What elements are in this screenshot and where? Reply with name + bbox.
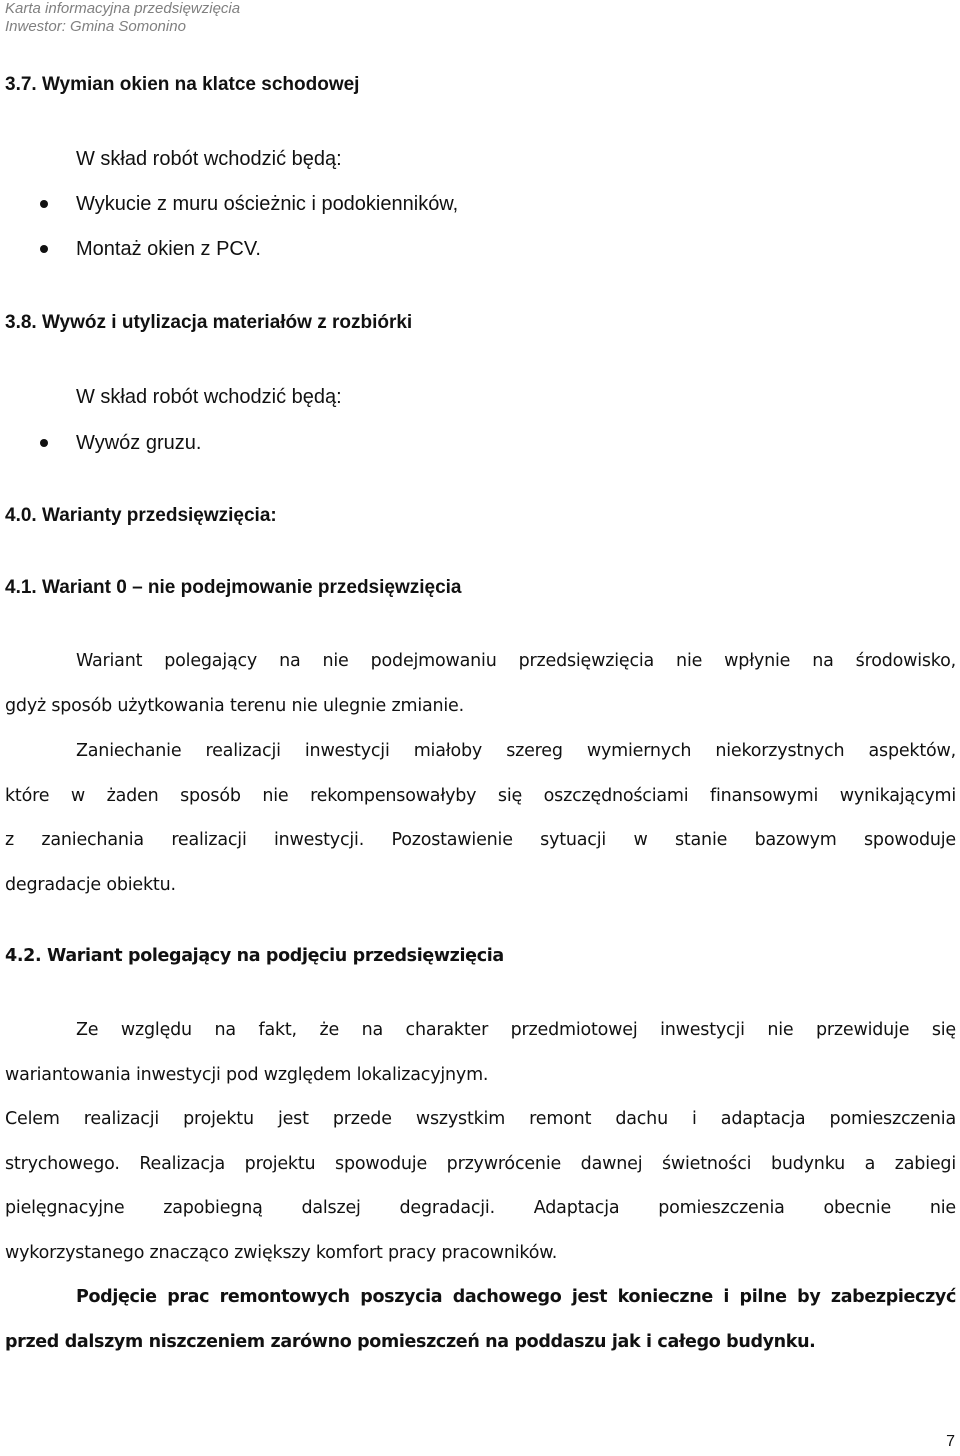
paragraph-line: Ze względu na fakt, że na charakter przedmiotowej inwestycji nie przewiduje się — [76, 1020, 956, 1040]
paragraph-line: z zaniechania realizacji inwestycji. Pozostawienie sytuacji w stanie bazowym spowoduje — [5, 830, 956, 850]
paragraph-line: Zaniechanie realizacji inwestycji miałoby szereg wymiernych niekorzystnych aspektów, — [76, 741, 956, 761]
list-item: Montaż okien z PCV. — [76, 238, 261, 260]
section-4-0-heading: 4.0. Warianty przedsięwzięcia: — [5, 505, 277, 526]
section-3-8-intro: W skład robót wchodzić będą: — [76, 386, 342, 408]
bullet-icon — [40, 439, 48, 447]
paragraph-line: strychowego. Realizacja projektu spowoduje przywrócenie dawnej świetności budynku a zabiegi — [5, 1154, 956, 1174]
header-investor: Inwestor: Gmina Somonino — [5, 18, 186, 35]
section-3-8-heading: 3.8. Wywóz i utylizacja materiałów z rozbiórki — [5, 312, 413, 333]
bullet-icon — [40, 245, 48, 253]
paragraph-line: pielęgnacyjne zapobiegną dalszej degradacji. Adaptacja pomieszczenia obecnie nie — [5, 1198, 956, 1218]
section-4-1-heading: 4.1. Wariant 0 – nie podejmowanie przedsięwzięcia — [5, 577, 462, 598]
bullet-icon — [40, 200, 48, 208]
header-title: Karta informacyjna przedsięwzięcia — [5, 0, 241, 17]
list-item: Wywóz gruzu. — [76, 432, 202, 454]
page-number: 7 — [946, 1433, 955, 1450]
paragraph-line: degradacje obiektu. — [5, 875, 176, 895]
paragraph-line: wariantowania inwestycji pod względem lokalizacyjnym. — [5, 1065, 489, 1085]
paragraph-line-bold: przed dalszym niszczeniem zarówno pomieszczeń na poddaszu jak i całego budynku. — [5, 1332, 816, 1352]
section-4-2-heading: 4.2. Wariant polegający na podjęciu przedsięwzięcia — [5, 946, 504, 966]
section-3-7-intro: W skład robót wchodzić będą: — [76, 148, 342, 170]
paragraph-line: wykorzystanego znacząco zwiększy komfort pracy pracowników. — [5, 1243, 558, 1263]
paragraph-line-bold: Podjęcie prac remontowych poszycia dachowego jest konieczne i pilne by zabezpieczyć — [76, 1287, 956, 1307]
paragraph-line: Celem realizacji projektu jest przede wszystkim remont dachu i adaptacja pomieszczenia — [5, 1109, 956, 1129]
list-item: Wykucie z muru ościeżnic i podokienników, — [76, 193, 459, 215]
section-3-7-heading: 3.7. Wymian okien na klatce schodowej — [5, 74, 360, 95]
paragraph-line: Wariant polegający na nie podejmowaniu przedsięwzięcia nie wpłynie na środowisko, — [76, 651, 956, 671]
paragraph-line: które w żaden sposób nie rekompensowałyby się oszczędnościami finansowymi wynikającymi — [5, 786, 956, 806]
paragraph-line: gdyż sposób użytkowania terenu nie ulegnie zmianie. — [5, 696, 464, 716]
